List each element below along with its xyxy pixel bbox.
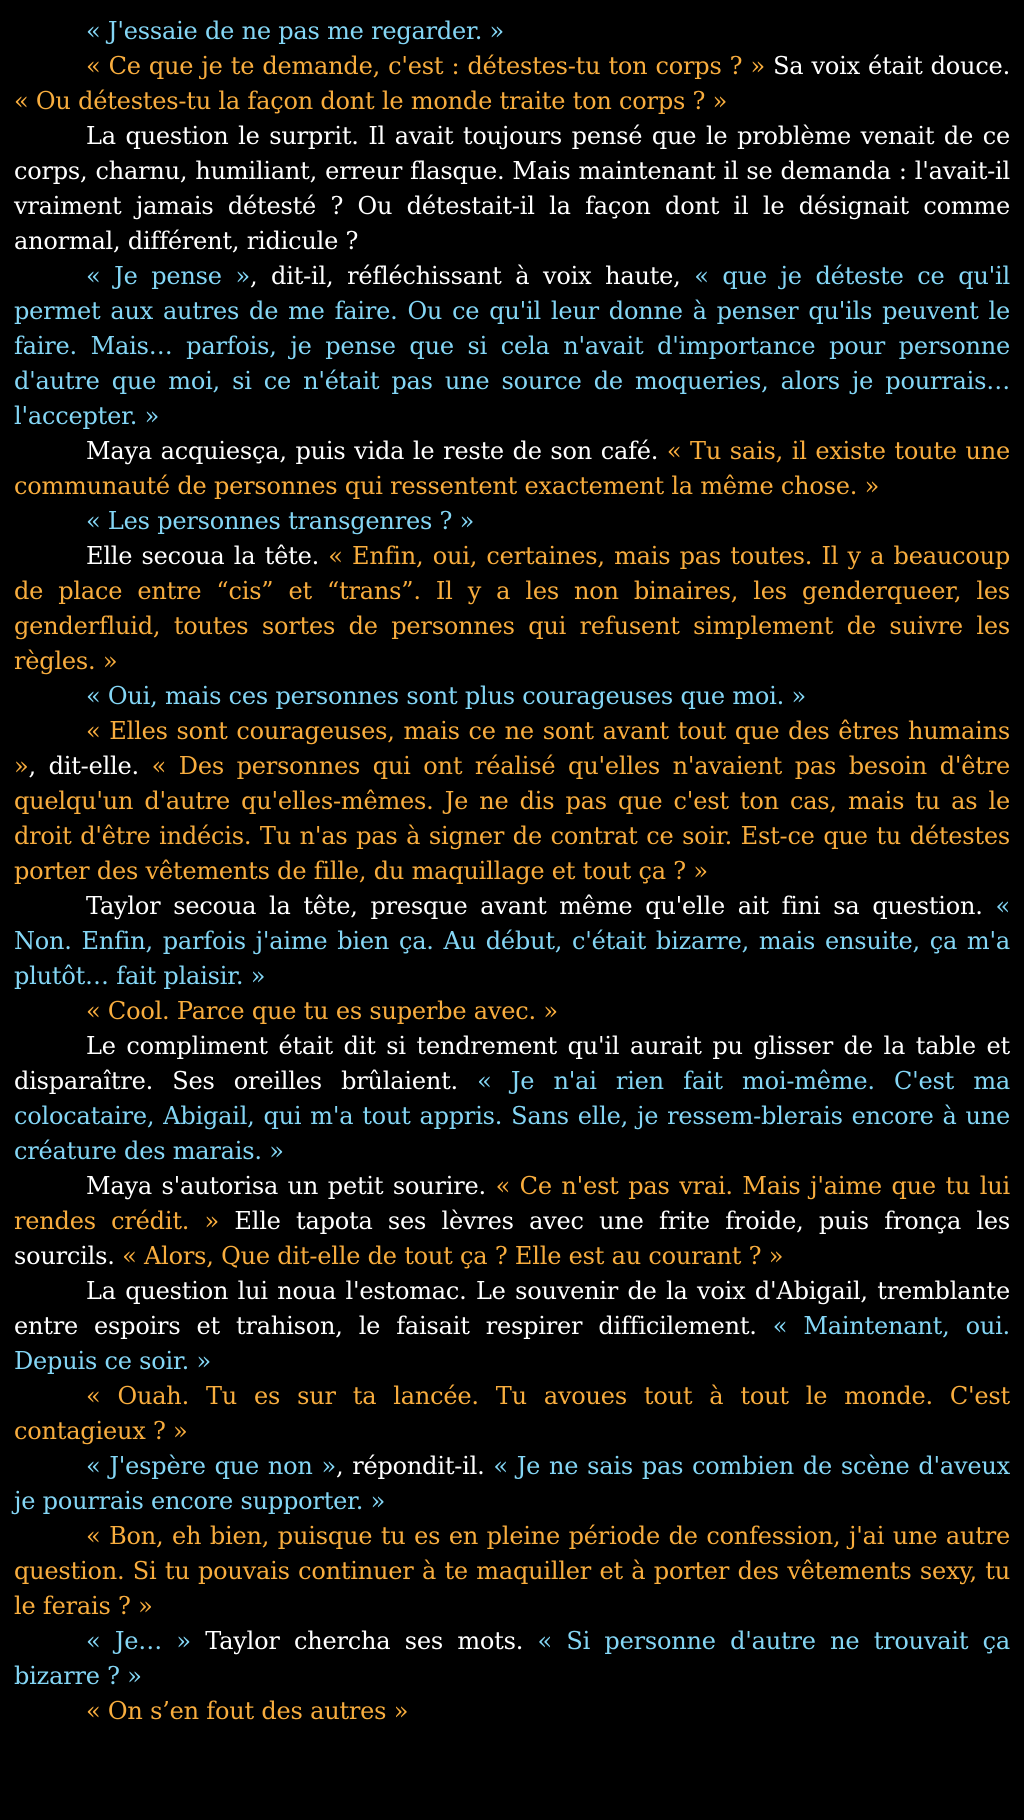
paragraph — [14, 259, 1010, 434]
narration-text: , dit-il, réfléchissant à voix haute, — [249, 262, 695, 290]
dialogue-taylor: « Maintenant, oui. Depuis ce soir. » — [14, 1312, 1010, 1375]
paragraph — [14, 119, 1010, 259]
dialogue-maya: « Ou détestes-tu la façon dont le monde traite ton corps ? » — [14, 87, 728, 115]
dialogue-maya: « Ce que je te demande, c'est : détestes-tu ton corps ? » — [86, 52, 765, 80]
paragraph — [14, 1029, 1010, 1169]
dialogue-maya: « Cool. Parce que tu es superbe avec. » — [86, 997, 558, 1025]
dialogue-maya: « Alors, Que dit-elle de tout ça ? Elle est au courant ? » — [122, 1242, 784, 1270]
dialogue-maya: « Ce n'est pas vrai. Mais j'aime que tu lui rendes crédit. » — [14, 1172, 1010, 1235]
narration-text: Elle tapota ses lèvres avec une frite froide, puis fronça les sourcils. — [14, 1207, 1011, 1270]
narration-text: Taylor chercha ses mots. — [190, 1627, 538, 1655]
narration-text: Sa voix était douce. — [764, 52, 1010, 80]
narration-text: Maya acquiesça, puis vida le reste de son café. — [86, 437, 667, 465]
dialogue-taylor: « Je… » — [86, 1627, 191, 1655]
paragraph — [14, 49, 1010, 119]
paragraph — [14, 14, 1010, 49]
narration-text: , dit-elle. — [28, 752, 152, 780]
dialogue-maya: « Des personnes qui ont réalisé qu'elles n'avaient pas besoin d'être quelqu'un d'autre qu'elles-mêmes. Je ne dis pas que c'est ton cas, mais tu as le droit d'être indécis. Tu n'as pas à signer de contrat ce soir. Est-ce que tu détestes porter des vêtements de fille, du maquillage et tout ça ? » — [14, 752, 1010, 885]
paragraph — [14, 1624, 1010, 1694]
paragraph — [14, 1519, 1010, 1624]
dialogue-taylor: « Non. Enfin, parfois j'aime bien ça. Au début, c'était bizarre, mais ensuite, ça m'a plutôt… fait plaisir. » — [14, 892, 1010, 990]
dialogue-maya: « Elles sont courageuses, mais ce ne sont avant tout que des êtres humains » — [14, 717, 1010, 780]
dialogue-maya: « Bon, eh bien, puisque tu es en pleine période de confession, j'ai une autre question. Si tu pouvais continuer à te maquiller et à porter des vêtements sexy, tu le ferais ? » — [14, 1522, 1010, 1620]
narration-text: La question le surprit. Il avait toujours pensé que le problème venait de ce corps, charnu, humiliant, erreur flasque. Mais maintenant il se demanda : l'avait-il vraiment jamais détesté ? Ou détestait-il la façon dont il le désignait comme anormal, différent, ridicule ? — [14, 122, 1010, 255]
dialogue-taylor: « Si personne d'autre ne trouvait ça bizarre ? » — [14, 1627, 1011, 1690]
paragraph — [14, 889, 1010, 994]
paragraph — [14, 504, 1010, 539]
narration-text: Taylor secoua la tête, presque avant même qu'elle ait fini sa question. — [86, 892, 996, 920]
narration-text: Le compliment était dit si tendrement qu'il aurait pu glisser de la table et disparaître. Ses oreilles brûlaient. — [14, 1032, 1010, 1095]
paragraph — [14, 714, 1010, 889]
paragraph — [14, 1449, 1010, 1519]
dialogue-taylor: « Je pense » — [86, 262, 250, 290]
paragraph — [14, 1379, 1010, 1449]
paragraph — [14, 539, 1010, 679]
paragraph — [14, 1694, 1010, 1729]
dialogue-taylor: « J'essaie de ne pas me regarder. » — [86, 17, 505, 45]
narration-text: Maya s'autorisa un petit sourire. — [86, 1172, 496, 1200]
dialogue-taylor: « J'espère que non » — [86, 1452, 336, 1480]
dialogue-taylor: « Oui, mais ces personnes sont plus courageuses que moi. » — [86, 682, 806, 710]
narration-text: , répondit-il. — [335, 1452, 494, 1480]
paragraph — [14, 994, 1010, 1029]
dialogue-maya: « Ouah. Tu es sur ta lancée. Tu avoues tout à tout le monde. C'est contagieux ? » — [14, 1382, 1010, 1445]
narration-text: La question lui noua l'estomac. Le souvenir de la voix d'Abigail, tremblante entre espoirs et trahison, le faisait respirer difficilement. — [14, 1277, 1010, 1340]
dialogue-maya: « Tu sais, il existe toute une communauté de personnes qui ressentent exactement la même chose. » — [14, 437, 1010, 500]
dialogue-taylor: « Je ne sais pas combien de scène d'aveux je pourrais encore supporter. » — [14, 1452, 1010, 1515]
paragraph — [14, 1274, 1010, 1379]
dialogue-taylor: « Les personnes transgenres ? » — [86, 507, 475, 535]
paragraph — [14, 1169, 1010, 1274]
paragraph — [14, 434, 1010, 504]
dialogue-taylor: « Je n'ai rien fait moi-même. C'est ma colocataire, Abigail, qui m'a tout appris. Sans elle, je ressem-blerais encore à une créature des marais. » — [14, 1067, 1010, 1165]
dialogue-maya: « On s’en fout des autres » — [86, 1697, 409, 1725]
paragraph — [14, 679, 1010, 714]
narration-text: Elle secoua la tête. — [86, 542, 329, 570]
dialogue-maya: « Enfin, oui, certaines, mais pas toutes. Il y a beaucoup de place entre “cis” et “trans”. Il y a les non binaires, les genderqueer, les genderfluid, toutes sortes de personnes qui refusent simplement de suivre les règles. » — [14, 542, 1010, 675]
dialogue-taylor: « que je déteste ce qu'il permet aux autres de me faire. Ou ce qu'il leur donne à penser qu'ils peuvent le faire. Mais… parfois, je pense que si cela n'avait d'importance pour personne d'autre que moi, si ce n'était pas une source de moqueries, alors je pourrais… l'accepter. » — [14, 262, 1010, 430]
